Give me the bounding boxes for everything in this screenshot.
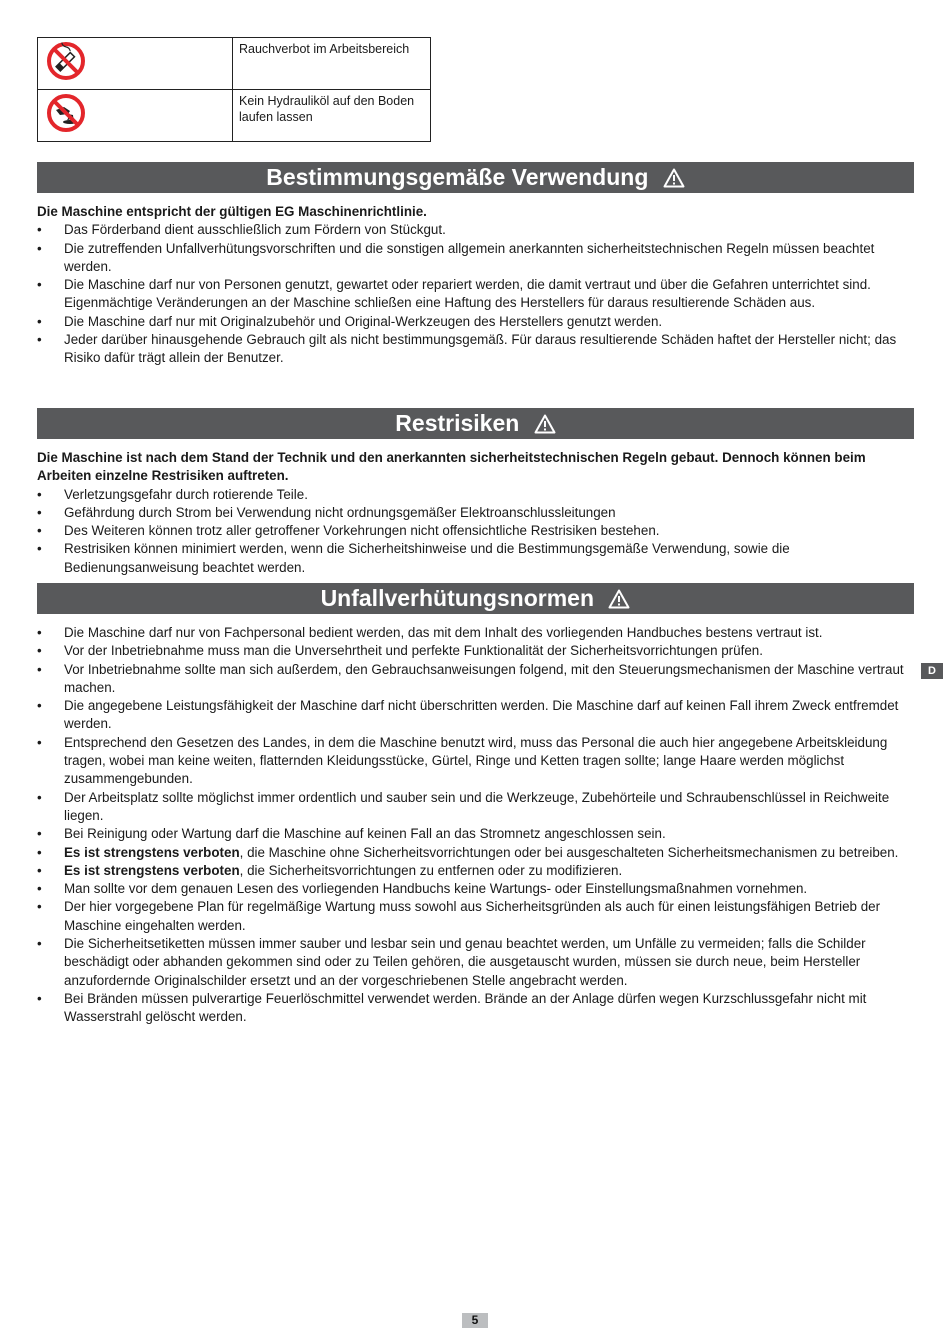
list-item: • Man sollte vor dem genauen Lesen des vorliegenden Handbuchs keine Wartungs- oder Einstellungsmaßnahmen vornehmen. — [37, 880, 914, 898]
section-title: Restrisiken — [395, 410, 520, 436]
list-item: • Der Arbeitsplatz sollte möglichst immer ordentlich und sauber sein und die Werkzeuge, Zubehörteile und Schraubenschlüssel in Reichweite liegen. — [37, 789, 914, 826]
section-intro: Die Maschine entspricht der gültigen EG Maschinenrichtlinie. — [37, 204, 427, 219]
intended-use-content — [37, 203, 914, 368]
no-smoking-icon — [46, 41, 86, 81]
list-item: • Bei Bränden müssen pulverartige Feuerlöschmittel verwendet werden. Brände an der Anlage dürfen wegen Kurzschlussgefahr nicht mit Wasserstrahl gelöscht werden. — [37, 990, 914, 1027]
safety-sign-table — [37, 37, 431, 142]
section-header-intended-use — [37, 162, 914, 193]
language-tab: D — [921, 663, 943, 679]
list-item: • Es ist strengstens verboten, die Sicherheitsvorrichtungen zu entfernen oder zu modifizieren. — [37, 862, 914, 880]
emphasis-text: Es ist strengstens verboten — [64, 862, 240, 878]
list-item: • Die Maschine darf nur von Personen genutzt, gewartet oder repariert werden, die damit vertraut und über die Gefahren unterrichtet sind. Eigenmächtige Veränderungen an der Maschine schließen eine Haftung des Herstellers für daraus resultierende Schäden aus. — [37, 276, 914, 313]
section-header-residual-risks — [37, 408, 914, 439]
list-item: • Jeder darüber hinausgehende Gebrauch gilt als nicht bestimmungsgemäß. Für daraus resultierende Schäden haftet der Hersteller nicht; das Risiko dafür trägt allein der Benutzer. — [37, 331, 914, 368]
list-item: • Verletzungsgefahr durch rotierende Teile. — [37, 486, 914, 504]
no-oil-spill-icon — [46, 93, 86, 133]
sign-row-no-smoking — [38, 38, 431, 90]
sign-row-no-oil — [38, 90, 431, 142]
sign-icon-cell — [38, 90, 233, 142]
list-item: • Die Sicherheitsetiketten müssen immer sauber und lesbar sein und genau beachtet werden, um Unfälle zu vermeiden; falls die Schilder beschädigt oder abhanden gekommen sind oder zu Teilen gehören, die ausgetauscht wurden, müssen sie durch neue, beim Hersteller anzufordernde Originalschilder ersetzt und an der vorgeschriebenen Stelle angebracht werden. — [37, 935, 914, 990]
list-item: • Entsprechend den Gesetzen des Landes, in dem die Maschine benutzt wird, muss das Personal die auch hier angegebene Arbeitskleidung tragen, wobei man keine weiten, flatternden Kleidungsstücke, Gürtel, Ringe und Ketten tragen sollte; lange Haare werden möglichst zusammengebunden. — [37, 734, 914, 789]
warning-triangle-icon — [608, 589, 630, 609]
list-item: • Bei Reinigung oder Wartung darf die Maschine auf keinen Fall an das Stromnetz angeschlossen sein. — [37, 825, 914, 843]
section-title: Bestimmungsgemäße Verwendung — [266, 164, 649, 190]
section-title: Unfallverhütungsnormen — [320, 585, 595, 611]
list-item: • Des Weiteren können trotz aller getroffener Vorkehrungen nicht offensichtliche Restrisiken bestehen. — [37, 522, 914, 540]
accident-prevention-content — [37, 624, 914, 1027]
list-item: • Gefährdung durch Strom bei Verwendung nicht ordnungsgemäßer Elektroanschlussleitungen — [37, 504, 914, 522]
section-intro: Die Maschine ist nach dem Stand der Technik und den anerkannten sicherheitstechnischen Regeln gebaut. Dennoch können beim Arbeiten einzelne Restrisiken auftreten. — [37, 450, 866, 484]
sign-text-no-smoking: Rauchverbot im Arbeitsbereich — [233, 38, 431, 90]
list-item: • Das Förderband dient ausschließlich zum Fördern von Stückgut. — [37, 221, 914, 239]
warning-triangle-icon — [534, 414, 556, 434]
list-item: • Die Maschine darf nur von Fachpersonal bedient werden, das mit dem Inhalt des vorliegenden Handbuches bestens vertraut ist. — [37, 624, 914, 642]
emphasis-text: Es ist strengstens verboten — [64, 844, 240, 860]
bullet-list — [37, 486, 914, 577]
list-item: • Die zutreffenden Unfallverhütungsvorschriften und die sonstigen allgemein anerkannten sicherheitstechnischen Regeln müssen beachtet werden. — [37, 240, 914, 277]
list-item: • Der hier vorgegebene Plan für regelmäßige Wartung muss sowohl aus Sicherheitsgründen als auch für einen leistungsfähigen Betrieb der Maschine eingehalten werden. — [37, 898, 914, 935]
sign-text-no-oil: Kein Hydrauliköl auf den Boden laufen lassen — [233, 90, 431, 142]
list-item: • Vor Inbetriebnahme sollte man sich außerdem, den Gebrauchsanweisungen folgend, mit den Steuerungsmechanismen der Maschine vertraut machen. — [37, 661, 914, 698]
sign-icon-cell — [38, 38, 233, 90]
bullet-list — [37, 221, 914, 367]
residual-risks-content — [37, 449, 914, 577]
bullet-list — [37, 624, 914, 1027]
list-item: • Es ist strengstens verboten, die Maschine ohne Sicherheitsvorrichtungen oder bei ausgeschalteten Sicherheitsmechanismen zu betreiben. — [37, 844, 914, 862]
list-item: • Vor der Inbetriebnahme muss man die Unversehrtheit und perfekte Funktionalität der Sicherheitsvorrichtungen prüfen. — [37, 642, 914, 660]
list-item: • Die Maschine darf nur mit Originalzubehör und Original-Werkzeugen des Herstellers genutzt werden. — [37, 313, 914, 331]
warning-triangle-icon — [663, 168, 685, 188]
page-number: 5 — [462, 1313, 488, 1328]
list-item: • Die angegebene Leistungsfähigkeit der Maschine darf nicht überschritten werden. Die Maschine darf auf keinen Fall ihrem Zweck entfremdet werden. — [37, 697, 914, 734]
list-item: • Restrisiken können minimiert werden, wenn die Sicherheitshinweise und die Bestimmungsgemäße Verwendung, sowie die Bedienungsanweisung beachtet werden. — [37, 540, 914, 577]
section-header-accident-prevention — [37, 583, 914, 614]
